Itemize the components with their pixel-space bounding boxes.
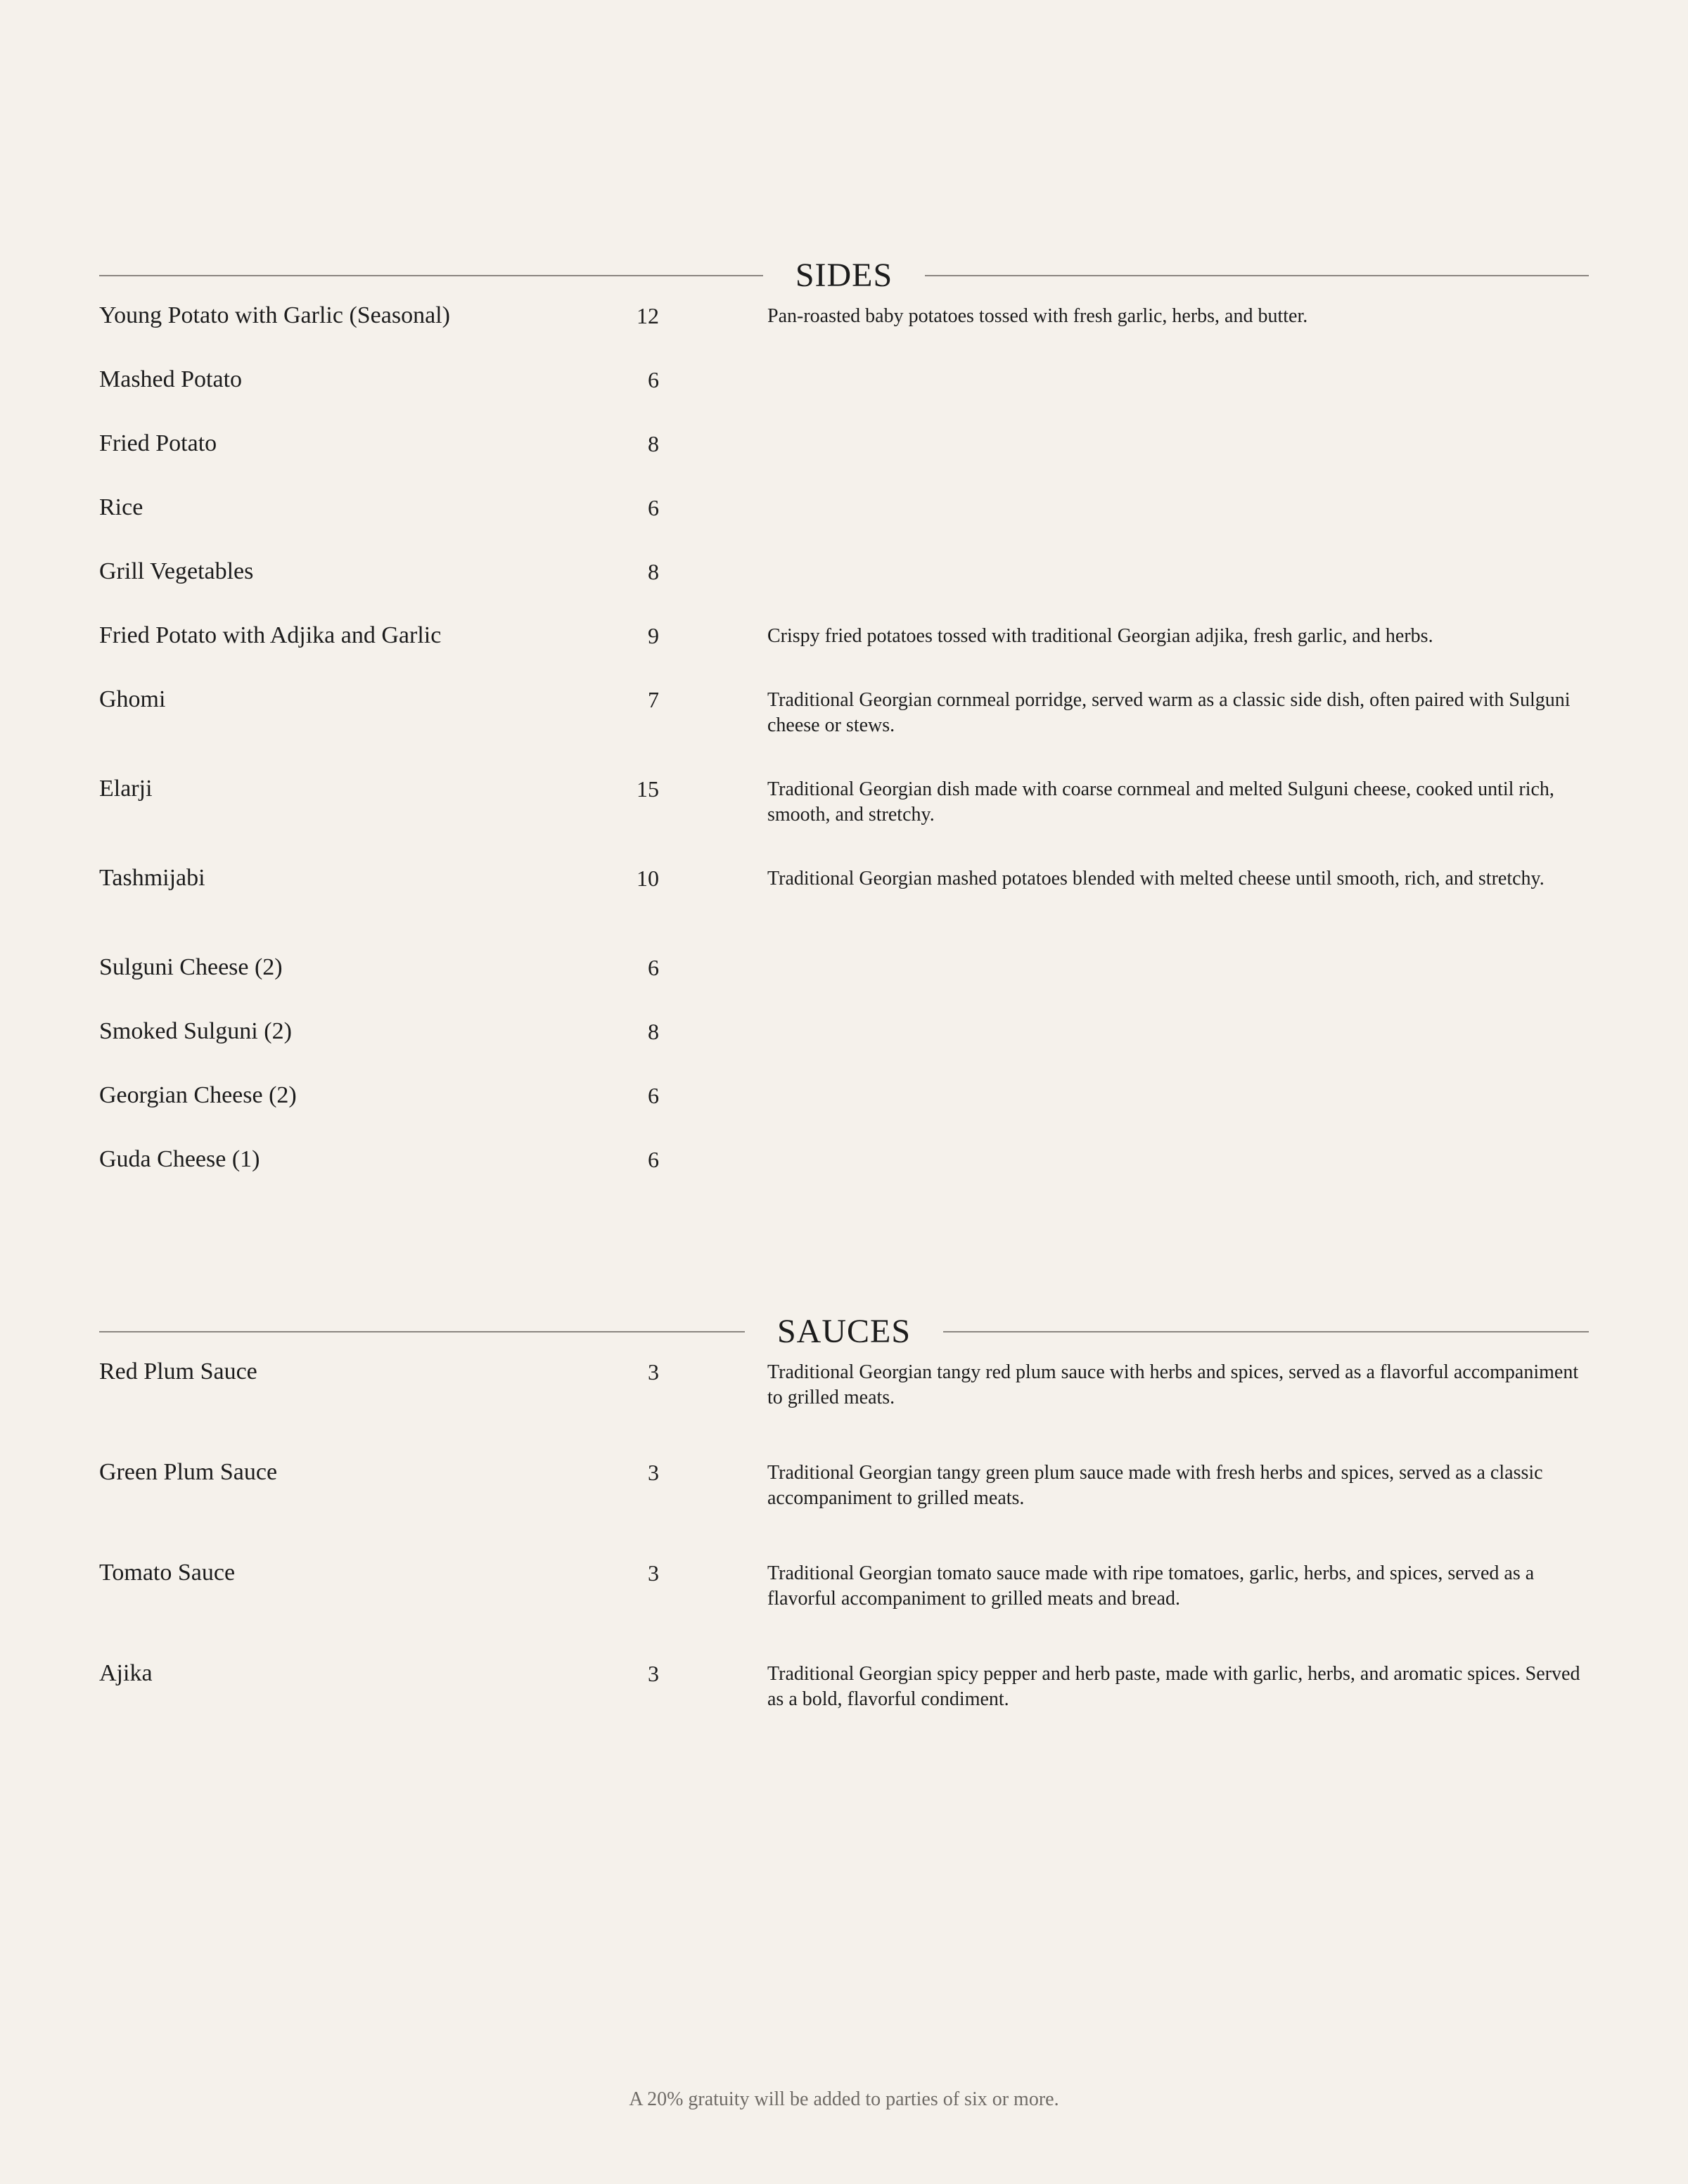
item-description: Traditional Georgian spicy pepper and herb paste, made with garlic, herbs, and aromatic spices. Served as a bold, flavorful condiment. bbox=[767, 1663, 1580, 1710]
item-name: Young Potato with Garlic (Seasonal) bbox=[99, 302, 450, 328]
item-price: 8 bbox=[648, 1019, 659, 1044]
item-name: Ajika bbox=[99, 1660, 153, 1686]
header-rule-right bbox=[925, 275, 1589, 276]
item-description: Traditional Georgian tangy green plum sauce made with fresh herbs and spices, served as a classic accompaniment to grilled meats. bbox=[767, 1462, 1543, 1509]
menu-item bbox=[99, 1082, 1589, 1146]
menu-item bbox=[99, 686, 1589, 776]
menu-item bbox=[99, 302, 1589, 366]
menu-item bbox=[99, 1018, 1589, 1082]
item-description bbox=[767, 1018, 1589, 1020]
sauces-list bbox=[99, 1358, 1589, 1761]
header-rule-left bbox=[99, 1331, 745, 1332]
item-price: 3 bbox=[648, 1359, 659, 1385]
item-name: Ghomi bbox=[99, 686, 166, 712]
item-name: Smoked Sulguni (2) bbox=[99, 1018, 292, 1044]
menu-item bbox=[99, 430, 1589, 494]
item-price: 6 bbox=[648, 495, 659, 520]
item-price: 6 bbox=[648, 367, 659, 392]
item-name: Mashed Potato bbox=[99, 366, 243, 392]
menu-item bbox=[99, 1560, 1589, 1660]
menu-item bbox=[99, 1146, 1589, 1210]
item-name: Elarji bbox=[99, 776, 153, 802]
item-price: 8 bbox=[648, 431, 659, 456]
item-description bbox=[767, 430, 1589, 432]
item-description: Traditional Georgian tomato sauce made with ripe tomatoes, garlic, herbs, and spices, served as a flavorful accompaniment to grilled meats and bread. bbox=[767, 1562, 1535, 1610]
item-name: Georgian Cheese (2) bbox=[99, 1082, 297, 1108]
item-description bbox=[767, 494, 1589, 496]
menu-item bbox=[99, 494, 1589, 558]
gratuity-note: A 20% gratuity will be added to parties of six or more. bbox=[629, 2088, 1059, 2110]
sauces-title: SAUCES bbox=[776, 1313, 912, 1350]
menu-item bbox=[99, 622, 1589, 686]
item-price: 6 bbox=[648, 955, 659, 980]
sides-list bbox=[99, 302, 1589, 1210]
sauces-header bbox=[99, 1311, 1589, 1353]
item-name: Grill Vegetables bbox=[99, 558, 254, 584]
sides-title: SIDES bbox=[795, 257, 893, 294]
menu-item bbox=[99, 776, 1589, 865]
header-rule-left bbox=[99, 275, 763, 276]
menu-item bbox=[99, 1358, 1589, 1459]
item-price: 12 bbox=[637, 303, 659, 328]
item-price: 15 bbox=[637, 776, 659, 802]
item-description bbox=[767, 1082, 1589, 1084]
item-price: 7 bbox=[648, 687, 659, 712]
item-description bbox=[767, 1146, 1589, 1148]
item-description bbox=[767, 366, 1589, 368]
item-price: 10 bbox=[637, 866, 659, 891]
item-name: Guda Cheese (1) bbox=[99, 1146, 260, 1172]
item-description: Traditional Georgian tangy red plum sauce with herbs and spices, served as a flavorful accompaniment to grilled meats. bbox=[767, 1361, 1579, 1408]
item-price: 6 bbox=[648, 1147, 659, 1172]
menu-item bbox=[99, 558, 1589, 622]
menu-item bbox=[99, 865, 1589, 954]
item-price: 3 bbox=[648, 1560, 659, 1586]
item-name: Tashmijabi bbox=[99, 865, 205, 891]
menu-item bbox=[99, 954, 1589, 1018]
sides-section bbox=[99, 255, 1589, 1210]
sauces-section bbox=[99, 1311, 1589, 1761]
item-description: Traditional Georgian mashed potatoes blended with melted cheese until smooth, rich, and stretchy. bbox=[767, 868, 1545, 889]
item-description: Pan-roasted baby potatoes tossed with fresh garlic, herbs, and butter. bbox=[767, 305, 1308, 327]
item-price: 3 bbox=[648, 1460, 659, 1485]
item-description: Traditional Georgian dish made with coarse cornmeal and melted Sulguni cheese, cooked until rich, smooth, and stretchy. bbox=[767, 778, 1554, 826]
item-description: Traditional Georgian cornmeal porridge, served warm as a classic side dish, often paired with Sulguni cheese or stews. bbox=[767, 689, 1571, 736]
sides-header bbox=[99, 255, 1589, 297]
header-rule-right bbox=[943, 1331, 1589, 1332]
item-price: 9 bbox=[648, 623, 659, 648]
item-name: Fried Potato bbox=[99, 430, 217, 456]
item-description: Crispy fried potatoes tossed with traditional Georgian adjika, fresh garlic, and herbs. bbox=[767, 625, 1433, 647]
item-description bbox=[767, 558, 1589, 560]
menu-item bbox=[99, 1459, 1589, 1560]
item-description bbox=[767, 954, 1589, 956]
item-name: Sulguni Cheese (2) bbox=[99, 954, 283, 980]
item-price: 3 bbox=[648, 1661, 659, 1686]
item-name: Rice bbox=[99, 494, 143, 520]
item-name: Tomato Sauce bbox=[99, 1560, 236, 1586]
item-name: Green Plum Sauce bbox=[99, 1459, 278, 1485]
item-price: 6 bbox=[648, 1083, 659, 1108]
item-price: 8 bbox=[648, 559, 659, 584]
item-name: Fried Potato with Adjika and Garlic bbox=[99, 622, 442, 648]
menu-item bbox=[99, 366, 1589, 430]
menu-item bbox=[99, 1660, 1589, 1761]
item-name: Red Plum Sauce bbox=[99, 1358, 257, 1385]
